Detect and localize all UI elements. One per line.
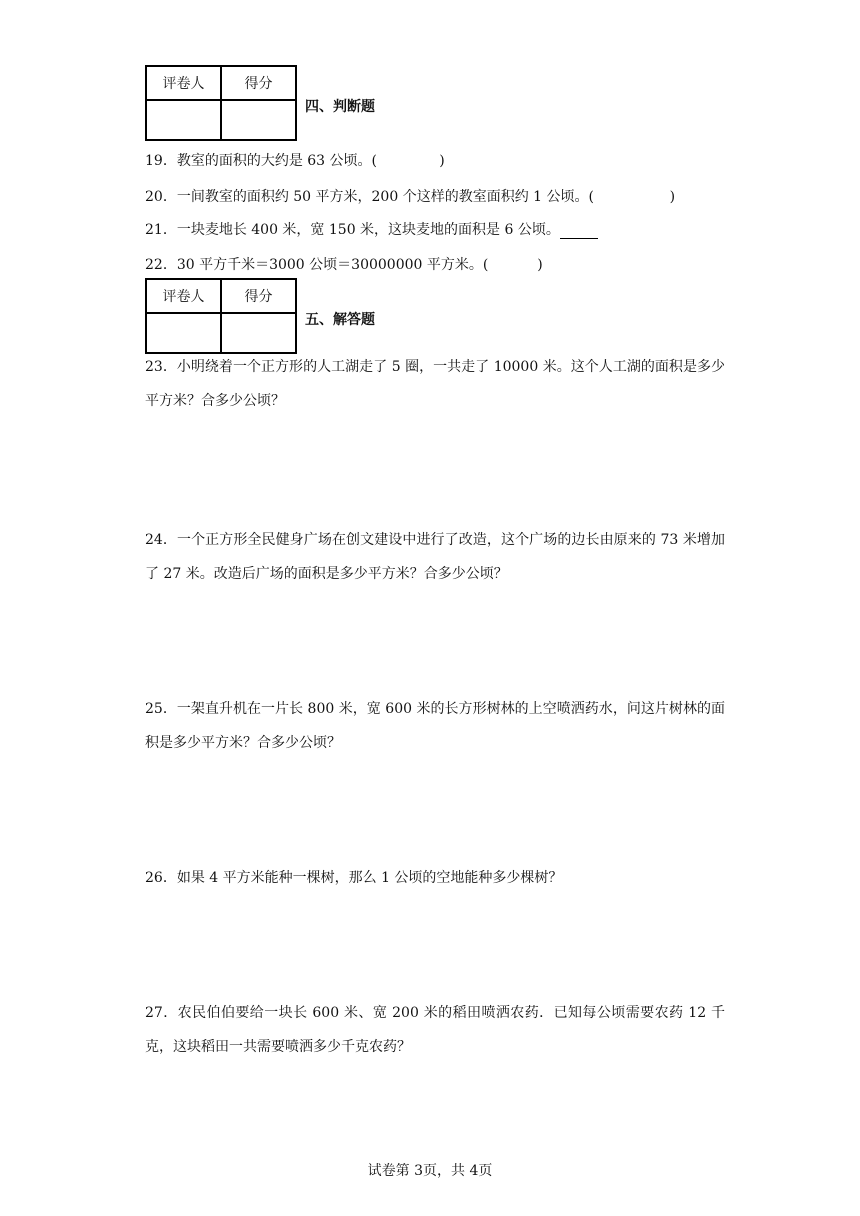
question-27: 27．农民伯伯要给一块长 600 米、宽 200 米的稻田喷洒农药．已知每公顷需要农药 12 千克，这块稻田一共需要喷洒多少千克农药？	[145, 1005, 725, 1055]
question-22: 22．30 平方千米＝3000 公顷＝30000000 平方米。( )	[145, 257, 543, 273]
grader-cell[interactable]	[146, 313, 221, 353]
score-box-1	[145, 65, 297, 141]
question-25: 25．一架直升机在一片长 800 米，宽 600 米的长方形树林的上空喷洒药水，问这片树林的面积是多少平方米？合多少公顷？	[145, 701, 725, 751]
score-cell[interactable]	[221, 313, 296, 353]
section-title-judgment: 四、判断题	[305, 99, 375, 115]
question-19: 19．教室的面积的大约是 63 公顷。( )	[145, 153, 445, 169]
question-21	[145, 219, 598, 239]
question-23: 23．小明绕着一个正方形的人工湖走了 5 圈，一共走了 10000 米。这个人工湖的面积是多少平方米？合多少公顷？	[145, 359, 725, 409]
score-cell[interactable]	[221, 100, 296, 140]
question-20: 20．一间教室的面积约 50 平方米，200 个这样的教室面积约 1 公顷。( )	[145, 189, 676, 205]
score-box-2	[145, 278, 297, 354]
score-label: 得分	[221, 279, 296, 313]
section-title-solution: 五、解答题	[305, 312, 375, 328]
question-24: 24．一个正方形全民健身广场在创文建设中进行了改造，这个广场的边长由原来的 73 米增加了 27 米。改造后广场的面积是多少平方米？合多少公顷？	[145, 532, 725, 582]
answer-blank-21[interactable]	[560, 224, 598, 239]
grader-label: 评卷人	[146, 66, 221, 100]
score-label: 得分	[221, 66, 296, 100]
grader-label: 评卷人	[146, 279, 221, 313]
page-footer: 试卷第 3页，共 4页	[367, 1163, 493, 1179]
question-21-text: 21．一块麦地长 400 米，宽 150 米，这块麦地的面积是 6 公顷。	[145, 222, 560, 238]
grader-cell[interactable]	[146, 100, 221, 140]
question-26: 26．如果 4 平方米能种一棵树，那么 1 公顷的空地能种多少棵树？	[145, 870, 563, 886]
